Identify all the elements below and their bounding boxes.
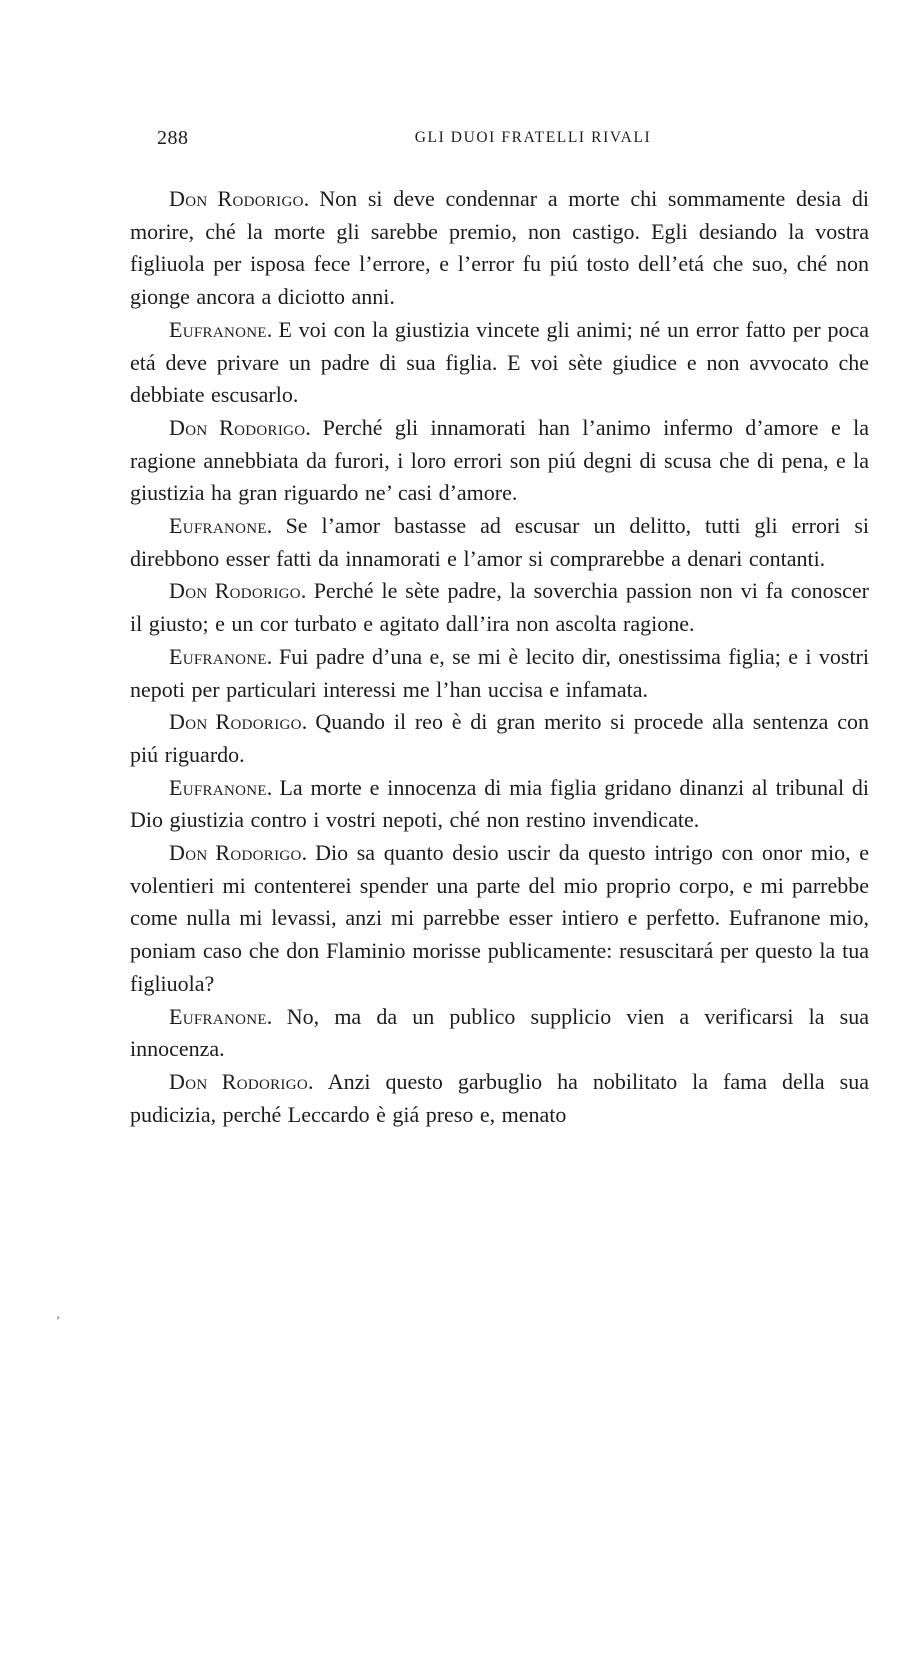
speaker-name: Eufranone. [169,643,273,669]
page-number: 288 [157,127,189,149]
page-header [157,127,869,157]
speaker-name: Eufranone. [169,513,273,539]
speaker-name: Eufranone. [169,774,273,800]
speaker-name: Don Rodorigo. [169,1068,314,1094]
speaker-name: Don Rodorigo. [169,840,308,866]
speech-text: Se l’amor bastasse ad escusar un delitto, tutti gli errori si direbbono esser fatti da innamorati e l’amor si comprarebbe a denari contanti. [130,513,869,571]
speech-text: La morte e innocenza di mia figlia gridano dinanzi al tribunal di Dio giustizia contro i vostri nepoti, ché non restino invendicate. [130,774,870,833]
dialogue-paragraph [130,1001,869,1066]
speech-text: Non si deve condennar a morte chi sommamente desia di morire, ché la morte gli sarebbe premio, non castigo. Egli desiando la vostra figliuola per isposa fece l’errore, e l’error fu piú tosto dell’etá che suo, ché non gionge ancora a diciotto anni. [130,186,869,310]
speech-text: Perché le sète padre, la soverchia passion non vi fa conoscer il giusto; e un cor turbato e agitato dall’ira non ascolta ragione. [130,578,869,637]
speech-text: Fui padre d’una e, se mi è lecito dir, onestissima figlia; e i vostri nepoti per particulari interessi me l’han uccisa e infamata. [130,643,869,702]
speech-text: Anzi questo garbuglio ha nobilitato la fama della sua pudicizia, perché Leccardo è giá preso e, menato [130,1068,869,1127]
speaker-name: Don Rodorigo. [169,578,307,604]
dialogue-paragraph [130,412,869,510]
dialogue-paragraph [130,1066,869,1131]
dialogue-paragraph [130,510,869,575]
dialogue-paragraph [130,772,869,837]
dialogue-paragraph [130,837,869,1001]
dialogue-paragraph [130,641,869,706]
speaker-name: Eufranone. [169,1003,273,1029]
dialogue-paragraph [130,183,869,314]
running-title: GLI DUOI FRATELLI RIVALI [414,129,652,146]
speech-text: E voi con la giustizia vincete gli animi; né un error fatto per poca etá deve privare un padre di sua figlia. E voi sète giudice e non avvocato che debbiate escusarlo. [130,316,870,408]
speaker-name: Don Rodorigo. [169,186,310,211]
dialogue-paragraph [130,706,869,771]
speech-text: Dio sa quanto desio uscir da questo intrigo con onor mio, e volentieri mi contenterei spender una parte del mio proprio corpo, e mi parrebbe come nulla mi levassi, anzi mi parrebbe esser intiero e perfetto. Eufranone mio, poniam caso che don Flaminio morisse publicamente: resuscitará per questo la tua figliuola? [130,840,870,996]
dialogue-text [130,183,869,1131]
speaker-name: Don Rodorigo. [169,709,308,735]
dialogue-paragraph [130,575,869,640]
dialogue-paragraph [130,314,869,412]
speech-text: No, ma da un publico supplicio vien a verificarsi la sua innocenza. [130,1003,869,1062]
speaker-name: Eufranone. [169,316,273,342]
scan-speck: ’ [56,1313,60,1327]
speech-text: Quando il reo è di gran merito si procede alla sentenza con piú riguardo. [130,709,869,767]
speaker-name: Don Rodorigo. [169,414,312,440]
speech-text: Perché gli innamorati han l’animo infermo d’amore e la ragione annebbiata da furori, i loro errori son piú degni di scusa che di pena, e la giustizia ha gran riguardo ne’ casi d’amore. [130,414,870,506]
